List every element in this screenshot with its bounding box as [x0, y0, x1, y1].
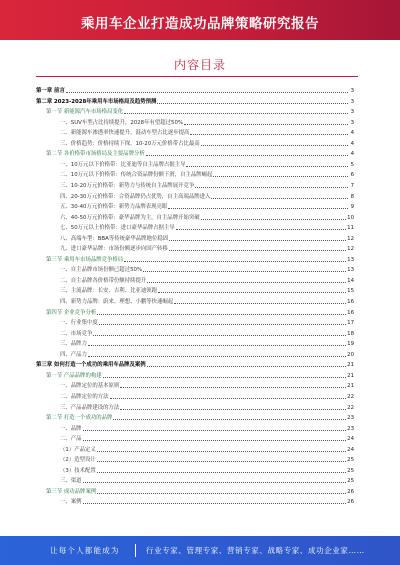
- toc-entry-title: （3）技术配置: [60, 467, 96, 474]
- toc-entry[interactable]: [36, 361, 354, 369]
- toc-entry-title: 二、新能源车渗透率快速提升，混动车型占比逐步提高: [60, 130, 190, 137]
- toc-entry-title: 第四节 企业竞争分析: [46, 309, 97, 316]
- toc-entry[interactable]: [60, 446, 354, 454]
- toc-entry-title: 一、品牌定位的基本原则: [60, 383, 120, 390]
- toc-heading: 内容目录: [173, 58, 226, 72]
- toc-entry-title: 四、20-30万元价格带：合资品牌仍占优势，自主高端品牌进入: [60, 193, 211, 200]
- toc-entry[interactable]: [36, 87, 354, 95]
- toc-entry[interactable]: [60, 277, 354, 285]
- toc-entry[interactable]: [46, 256, 354, 264]
- toc-entry-title: 八、高端车型：BBA等传统豪华品牌地位稳固: [60, 235, 169, 242]
- toc-entry-page: 10: [347, 214, 354, 221]
- toc-entry-title: 一、品牌: [60, 425, 82, 432]
- toc-entry-page: 3: [350, 88, 354, 94]
- toc-entry-page: 25: [347, 457, 354, 464]
- toc-entry[interactable]: [60, 498, 354, 506]
- toc-dot-leader: [168, 207, 348, 209]
- toc-entry-title: 九、进口豪华品牌：市场份额逐步向国产转移: [60, 246, 168, 253]
- toc-entry-title: 三、价格趋势：价格持续下探，10-20万元价格带占比最高: [60, 140, 200, 147]
- toc-entry-page: 19: [347, 341, 354, 348]
- toc-dot-leader: [213, 175, 348, 177]
- toc-entry[interactable]: [60, 287, 354, 295]
- toc-dot-leader: [97, 460, 346, 462]
- toc-entry[interactable]: [60, 351, 354, 359]
- toc-entry[interactable]: [60, 140, 354, 148]
- toc-entry[interactable]: [60, 193, 354, 201]
- report-header-banner: [0, 0, 400, 40]
- toc-entry-title: 第一节 新能源汽车市场格局变化: [46, 109, 124, 116]
- toc-entry-title: 七、50万元以上价格带：进口豪华品牌占据主导: [60, 225, 175, 232]
- toc-entry-title: 第二节 打造一个成功的品牌: [46, 415, 113, 422]
- toc-dot-leader: [143, 270, 346, 272]
- toc-entry-page: 3: [350, 119, 354, 126]
- toc-dot-leader: [83, 429, 347, 431]
- toc-entry-title: 第二章 2023-2028年乘用车市场格局及趋势预测: [36, 98, 157, 105]
- toc-entry-title: 四、产品力: [60, 351, 87, 358]
- toc-dot-leader: [88, 344, 346, 346]
- toc-entry[interactable]: [60, 245, 354, 253]
- footer-divider: [135, 544, 136, 557]
- toc-entry-title: 第三节 成功品牌案例: [46, 488, 97, 495]
- toc-entry[interactable]: [60, 435, 354, 443]
- toc-entry-title: 三、10-20万元价格带：新势力与传统自主品牌展开竞争: [60, 182, 195, 189]
- toc-dot-leader: [83, 481, 347, 483]
- toc-entry-page: 24: [347, 446, 354, 453]
- toc-entry-page: 21: [347, 383, 354, 390]
- toc-entry[interactable]: [46, 108, 354, 116]
- toc-entry-page: 6: [350, 172, 354, 179]
- toc-entry-page: 24: [347, 436, 354, 443]
- toc-entry-title: 第三节 乘用车市场品牌竞争格局: [46, 256, 124, 263]
- toc-entry[interactable]: [60, 235, 354, 243]
- toc-dot-leader: [97, 313, 346, 315]
- toc-entry-page: 25: [347, 467, 354, 474]
- toc-entry[interactable]: [60, 467, 354, 475]
- toc-entry[interactable]: [46, 488, 354, 496]
- toc-heading-divider: [36, 76, 358, 77]
- toc-entry-page: 14: [347, 277, 354, 284]
- toc-dot-leader: [186, 165, 348, 167]
- toc-dot-leader: [147, 281, 346, 283]
- toc-dot-leader: [174, 302, 346, 304]
- toc-dot-leader: [169, 239, 346, 241]
- toc-entry[interactable]: [60, 319, 354, 327]
- toc-entry-title: 第二节 各价格带市场格局及主要品牌分析: [46, 151, 145, 158]
- report-title: 乘用车企业打造成功品牌策略研究报告: [81, 16, 319, 32]
- toc-dot-leader: [103, 376, 347, 378]
- toc-entry-title: 四、新势力品牌：蔚来、理想、小鹏等快速崛起: [60, 299, 174, 305]
- toc-entry[interactable]: [60, 119, 354, 127]
- toc-entry-title: 一、自主品牌市场份额已超过50%: [60, 267, 143, 274]
- footer-banner: [0, 536, 400, 565]
- toc-entry-page: 13: [347, 256, 354, 263]
- toc-entry-page: 26: [347, 499, 354, 506]
- toc-entry-page: 23: [347, 425, 354, 432]
- toc-entry-title: 第一节 产品品牌的构建: [46, 372, 102, 379]
- toc-entry-page: 26: [347, 488, 354, 495]
- toc-dot-leader: [184, 123, 348, 125]
- toc-entry[interactable]: [60, 456, 354, 464]
- toc-entry-page: 16: [347, 309, 354, 316]
- toc-entry-page: 21: [347, 372, 354, 379]
- toc-entry-title: 五、30-40万元价格带：新势力品牌表现亮眼: [60, 204, 168, 211]
- toc-entry-page: 11: [347, 225, 354, 232]
- toc-entry-page: 22: [347, 404, 354, 411]
- toc-entry-page: 12: [347, 235, 354, 242]
- toc-dot-leader: [99, 323, 346, 325]
- toc-entry-title: 一、案例: [60, 499, 82, 506]
- toc-dot-leader: [158, 291, 346, 293]
- toc-entry-title: 第一章 前言: [36, 88, 65, 94]
- toc-entry[interactable]: [60, 161, 354, 169]
- toc-dot-leader: [147, 365, 346, 367]
- toc-dot-leader: [201, 144, 348, 146]
- toc-dot-leader: [211, 197, 348, 199]
- toc-entry-title: 三、渠道: [60, 478, 82, 485]
- toc-dot-leader: [83, 502, 347, 504]
- toc-entry-page: 18: [347, 330, 354, 337]
- toc-dot-leader: [190, 133, 348, 135]
- toc-entry-title: 三、主流品牌：长安、吉利、比亚迪领跑: [60, 288, 158, 295]
- toc-dot-leader: [201, 218, 346, 220]
- toc-dot-leader: [97, 471, 346, 473]
- toc-dot-leader: [93, 334, 346, 336]
- toc-entry-page: 20: [347, 351, 354, 358]
- toc-entry[interactable]: [60, 129, 354, 137]
- toc-dot-leader: [124, 260, 346, 262]
- toc-entry-page: 4: [350, 151, 354, 158]
- toc-entry[interactable]: [60, 171, 354, 179]
- toc-dot-leader: [97, 450, 346, 452]
- toc-entry[interactable]: [60, 214, 354, 222]
- toc-entry-title: 一、SUV车型占比持续提升，2028年有望超过50%: [60, 119, 184, 126]
- toc-entry[interactable]: [60, 477, 354, 485]
- toc-entry-title: （1）产品定义: [60, 446, 96, 453]
- toc-entry-title: 三、产品品牌建设的方法: [60, 404, 120, 411]
- footer-tagline: 行业专家、管理专家、营销专家、战略专家、成功企业家……: [146, 546, 365, 555]
- toc-dot-leader: [120, 408, 346, 410]
- toc-entry[interactable]: [60, 224, 354, 232]
- toc-entry[interactable]: [60, 425, 354, 433]
- toc-dot-leader: [88, 355, 346, 357]
- toc-entry-page: 9: [350, 204, 354, 211]
- toc-entry-page: 8: [350, 193, 354, 200]
- toc-entry[interactable]: [60, 330, 354, 338]
- toc-entry-title: （2）造型设计: [60, 457, 96, 464]
- toc-dot-leader: [110, 397, 347, 399]
- toc-entry[interactable]: [46, 309, 354, 317]
- toc-dot-leader: [157, 102, 348, 104]
- toc-entry-page: 3: [350, 109, 354, 116]
- toc-entry[interactable]: [60, 298, 354, 306]
- toc-entry-page: 4: [350, 130, 354, 137]
- toc-entry[interactable]: [60, 203, 354, 211]
- toc-entry-page: 4: [350, 140, 354, 147]
- toc-entry-title: 二、10万元以下价格带：传统合资品牌份额下滑，自主品牌崛起: [60, 172, 213, 179]
- toc-entry-title: 二、市场竞争: [60, 330, 93, 337]
- toc-entry-page: 17: [347, 320, 354, 327]
- toc-dot-leader: [66, 91, 348, 93]
- toc-entry-page: 5: [350, 161, 354, 168]
- toc-dot-leader: [124, 112, 348, 114]
- toc-entry-title: 三、品牌力: [60, 341, 87, 348]
- toc-entry-page: 23: [347, 415, 354, 422]
- toc-entry[interactable]: [60, 182, 354, 190]
- toc-entry[interactable]: [46, 372, 354, 380]
- toc-dot-leader: [146, 154, 348, 156]
- toc-entry[interactable]: [60, 340, 354, 348]
- toc-entry-page: 13: [347, 267, 354, 274]
- toc-dot-leader: [83, 439, 347, 441]
- toc-dot-leader: [120, 386, 346, 388]
- toc-entry-title: 六、40-50万元价格带：豪华品牌为主，自主品牌开始突破: [60, 214, 200, 221]
- toc-entry[interactable]: [46, 414, 354, 422]
- toc-entry[interactable]: [46, 150, 354, 158]
- toc-entry-page: 15: [347, 288, 354, 295]
- toc-entry-title: 一、行业集中度: [60, 320, 98, 327]
- footer-slogan: 让每个人都能成为: [50, 546, 120, 555]
- toc-dot-leader: [176, 228, 346, 230]
- toc-entry-title: 二、产品: [60, 436, 82, 443]
- toc-entry[interactable]: [60, 393, 354, 401]
- toc-dot-leader: [195, 186, 348, 188]
- toc-dot-leader: [97, 492, 346, 494]
- toc-dot-leader: [113, 418, 346, 420]
- toc-entry[interactable]: [60, 404, 354, 412]
- toc-entry-page: 12: [347, 246, 354, 253]
- toc-entry[interactable]: [60, 266, 354, 274]
- toc-entry-page: 22: [347, 393, 354, 400]
- toc-entry[interactable]: [36, 98, 354, 106]
- toc-dot-leader: [169, 249, 346, 251]
- toc-entry-page: 16: [347, 299, 354, 305]
- toc-entry-title: 第三章 如何打造一个成功的乘用车品牌及案例: [36, 362, 146, 369]
- toc-entry-title: 二、品牌定位的方法: [60, 393, 109, 400]
- toc-entry-title: 一、10万元以下价格带：比亚迪等自主品牌占据主导: [60, 161, 186, 168]
- toc-entry[interactable]: [60, 382, 354, 390]
- toc-entry-page: 3: [350, 98, 354, 105]
- toc-entry-page: 25: [347, 478, 354, 485]
- toc-entry-page: 21: [347, 362, 354, 369]
- toc-entry-page: 7: [350, 182, 354, 189]
- toc-entry-title: 二、自主品牌各价格带份额持续提升: [60, 277, 147, 284]
